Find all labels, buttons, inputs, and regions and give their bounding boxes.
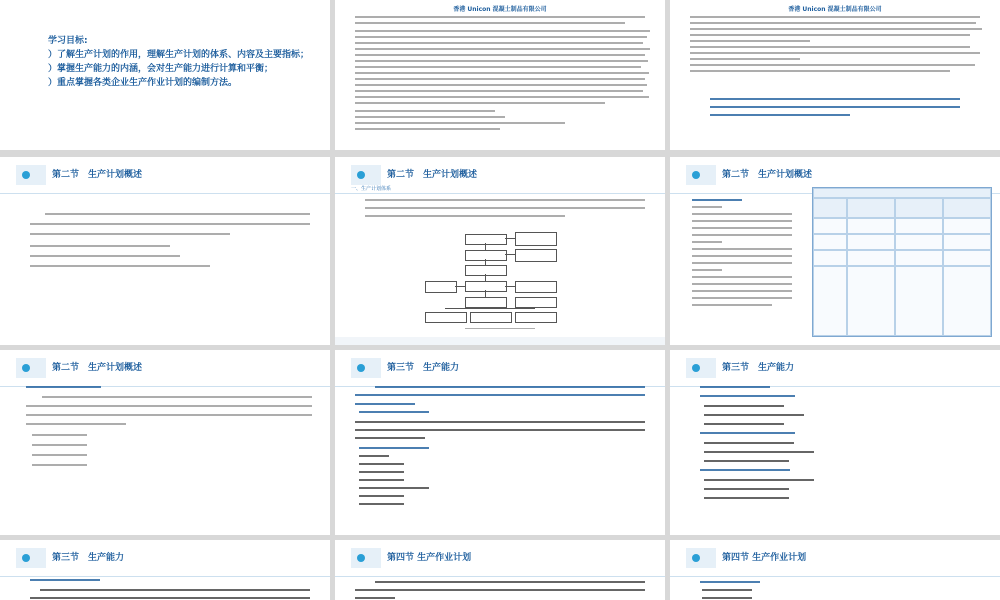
text-line: [690, 70, 950, 72]
text-line: [690, 16, 980, 18]
section-title: 第三节 生产能力: [387, 363, 460, 373]
text-line: [355, 30, 650, 32]
text-line: [355, 597, 395, 599]
text-line: [355, 54, 645, 56]
text-line: [26, 414, 312, 416]
table-cell: [813, 218, 847, 234]
slide-capacity-balance[interactable]: [0, 540, 330, 600]
subsection-line: [692, 199, 742, 201]
subsection-line: [355, 403, 415, 405]
header-accent: [686, 165, 716, 185]
text-line: [30, 597, 310, 599]
list-line: [359, 479, 404, 481]
subsection-line: [359, 447, 429, 449]
subsection-line: [700, 395, 795, 397]
table-cell: [895, 250, 943, 266]
text-line: [692, 206, 722, 208]
table-cell: [813, 266, 847, 336]
flowchart-box: [425, 312, 467, 323]
flowchart-connector: [445, 308, 535, 309]
section-title: 第四节 生产作业计划: [722, 553, 807, 563]
text-line: [692, 283, 792, 285]
text-line: [690, 22, 976, 24]
list-line: [359, 487, 429, 489]
text-line: [355, 429, 645, 431]
text-line: [355, 22, 625, 24]
table-cell: [895, 218, 943, 234]
text-line: [45, 213, 310, 215]
bullet-line: [355, 128, 500, 130]
flowchart-connector: [505, 286, 515, 287]
text-line: [30, 223, 310, 225]
text-line: [692, 290, 792, 292]
section-title: 第二节 生产计划概述: [52, 363, 143, 373]
section-header: [0, 350, 330, 386]
section-header: [335, 350, 665, 386]
text-line: [355, 72, 649, 74]
table-cell: [813, 234, 847, 250]
table-cell: [943, 234, 991, 250]
flowchart-connector: [485, 290, 486, 297]
text-line: [355, 66, 641, 68]
section-title: 第三节 生产能力: [52, 553, 125, 563]
text-line: [30, 233, 230, 235]
list-line: [702, 589, 752, 591]
flowchart-connector: [485, 259, 486, 265]
learning-goals: [48, 34, 318, 90]
case-title: 香港 Unicon 混凝土制品有限公司: [453, 6, 547, 13]
slide-capacity-overview[interactable]: [335, 350, 665, 535]
subsection-line: [30, 579, 100, 581]
flowchart-box: [515, 281, 557, 293]
text-line: [355, 84, 647, 86]
header-accent: [686, 358, 716, 378]
text-line: [355, 60, 648, 62]
table-header-cell: [943, 198, 991, 218]
note-line: [710, 114, 850, 116]
flowchart-box: [465, 281, 507, 292]
slide-capacity-calculation[interactable]: [670, 350, 1000, 535]
text-line: [690, 58, 800, 60]
list-line: [359, 455, 389, 457]
dot-icon: [22, 171, 30, 179]
header-divider: [0, 576, 330, 577]
figure-caption-line: [465, 328, 535, 329]
subsection-line: [700, 386, 770, 388]
flowchart-box: [515, 297, 557, 308]
note-line: [710, 106, 960, 108]
list-line: [704, 442, 794, 444]
text-line: [690, 40, 810, 42]
text-line: [692, 241, 722, 243]
flowchart-box: [465, 250, 507, 261]
flowchart-box: [465, 234, 507, 245]
flowchart-connector: [485, 243, 486, 250]
section-title: 第四节 生产作业计划: [387, 553, 472, 563]
flowchart-box: [515, 312, 557, 323]
text-line: [692, 234, 792, 236]
text-line: [692, 213, 792, 215]
list-line: [30, 245, 170, 247]
table-cell: [847, 250, 895, 266]
section-header: [670, 540, 1000, 576]
flowchart-box: [515, 232, 557, 246]
goal-heading: 学习目标:: [48, 36, 88, 46]
subsection-line: [359, 411, 429, 413]
section-title: 第二节 生产计划概述: [722, 170, 813, 180]
text-line: [355, 16, 645, 18]
text-line: [692, 262, 792, 264]
header-accent: [351, 358, 381, 378]
slide-production-plan-overview[interactable]: [0, 157, 330, 345]
table-cell: [943, 266, 991, 336]
text-line: [692, 255, 792, 257]
slide-operation-plan-intro[interactable]: [335, 540, 665, 600]
slide-case-study-1[interactable]: [335, 0, 665, 150]
list-line: [359, 495, 404, 497]
text-line: [690, 28, 982, 30]
text-line: [355, 421, 645, 423]
header-accent: [16, 358, 46, 378]
list-line: [704, 488, 789, 490]
intro-line: [375, 386, 645, 388]
table-cell: [847, 218, 895, 234]
goal-1: ）了解生产计划的作用，理解生产计划的体系、内容及主要指标；: [48, 50, 310, 60]
list-line: [704, 497, 789, 499]
header-divider: [335, 193, 665, 194]
footer-strip: [335, 337, 665, 345]
header-divider: [670, 576, 1000, 577]
text-line: [355, 589, 645, 591]
section-header: [335, 540, 665, 576]
list-line: [32, 464, 87, 466]
text-line: [365, 199, 645, 201]
text-line: [690, 64, 975, 66]
list-line: [704, 414, 804, 416]
flowchart-connector: [505, 254, 515, 255]
text-line: [692, 220, 792, 222]
flowchart-connector: [455, 286, 465, 287]
list-line: [32, 454, 87, 456]
bullet-line: [355, 116, 505, 118]
text-line: [692, 276, 792, 278]
dot-icon: [22, 364, 30, 372]
table-cell: [813, 250, 847, 266]
plan-hierarchy-table: [812, 187, 992, 337]
table-cell: [847, 266, 895, 336]
section-header: [0, 157, 330, 193]
header-accent: [351, 548, 381, 568]
flowchart-box: [465, 297, 507, 308]
text-line: [692, 248, 792, 250]
text-line: [42, 396, 312, 398]
text-line: [355, 96, 649, 98]
list-line: [32, 444, 87, 446]
table-header-cell: [813, 198, 847, 218]
dot-icon: [357, 364, 365, 372]
text-line: [690, 34, 970, 36]
text-line: [365, 215, 565, 217]
intro-line: [355, 394, 645, 396]
flowchart-box: [425, 281, 457, 293]
case-title: 香港 Unicon 混凝土制品有限公司: [788, 6, 882, 13]
table-cell: [943, 218, 991, 234]
goal-2: ）掌握生产能力的内涵，会对生产能力进行计算和平衡；: [48, 64, 274, 74]
dot-icon: [692, 364, 700, 372]
text-line: [355, 437, 425, 439]
list-line: [704, 423, 784, 425]
bullet-line: [355, 122, 565, 124]
section-title: 第三节 生产能力: [722, 363, 795, 373]
slide-plan-indicators[interactable]: [0, 350, 330, 535]
header-divider: [335, 576, 665, 577]
text-line: [375, 581, 645, 583]
note-line: [710, 98, 960, 100]
text-line: [355, 48, 650, 50]
header-accent: [16, 165, 46, 185]
list-line: [704, 460, 789, 462]
subsection-title: 一、生产计划体系: [351, 186, 392, 192]
table-cell: [943, 250, 991, 266]
slide-case-study-2[interactable]: [670, 0, 1000, 150]
text-line: [355, 90, 643, 92]
flowchart-connector: [505, 238, 515, 239]
slide-plan-hierarchy-table[interactable]: [670, 157, 1000, 345]
bullet-line: [355, 110, 495, 112]
flowchart-connector: [485, 274, 486, 281]
dot-icon: [22, 554, 30, 562]
subsection-line: [700, 469, 790, 471]
goal-3: ）重点掌握各类企业生产作业计划的编制方法。: [48, 78, 238, 88]
header-accent: [351, 165, 381, 185]
dot-icon: [692, 171, 700, 179]
text-line: [692, 297, 792, 299]
table-cell: [895, 234, 943, 250]
list-line: [704, 451, 814, 453]
list-line: [30, 255, 180, 257]
slide-learning-goals[interactable]: [0, 0, 330, 150]
dot-icon: [692, 554, 700, 562]
section-title: 第二节 生产计划概述: [52, 170, 143, 180]
text-line: [355, 102, 605, 104]
section-title: 第二节 生产计划概述: [387, 170, 478, 180]
table-header-cell: [895, 198, 943, 218]
table-header-cell: [847, 198, 895, 218]
list-line: [702, 597, 752, 599]
text-line: [690, 46, 970, 48]
dot-icon: [357, 554, 365, 562]
text-line: [355, 78, 645, 80]
slide-operation-plan-units[interactable]: [670, 540, 1000, 600]
text-line: [692, 227, 792, 229]
section-header: [670, 350, 1000, 386]
header-accent: [686, 548, 716, 568]
subsection-line: [26, 386, 101, 388]
list-line: [704, 479, 814, 481]
text-line: [26, 405, 312, 407]
section-header: [0, 540, 330, 576]
list-line: [359, 471, 404, 473]
list-line: [32, 434, 87, 436]
table-cell: [895, 266, 943, 336]
subsection-line: [700, 432, 795, 434]
text-line: [365, 207, 645, 209]
list-line: [359, 503, 404, 505]
text-line: [26, 423, 126, 425]
text-line: [355, 36, 647, 38]
flowchart-box: [465, 265, 507, 276]
header-divider: [0, 193, 330, 194]
header-accent: [16, 548, 46, 568]
text-line: [692, 304, 772, 306]
flowchart-box: [470, 312, 512, 323]
text-line: [690, 52, 980, 54]
text-line: [40, 589, 310, 591]
flowchart-box: [515, 249, 557, 262]
subsection-line: [700, 581, 760, 583]
text-line: [355, 42, 643, 44]
text-line: [692, 269, 722, 271]
dot-icon: [357, 171, 365, 179]
list-line: [359, 463, 404, 465]
table-caption: [813, 188, 991, 198]
list-line: [704, 405, 784, 407]
slide-production-plan-system[interactable]: [335, 157, 665, 345]
table-cell: [847, 234, 895, 250]
list-line: [30, 265, 210, 267]
